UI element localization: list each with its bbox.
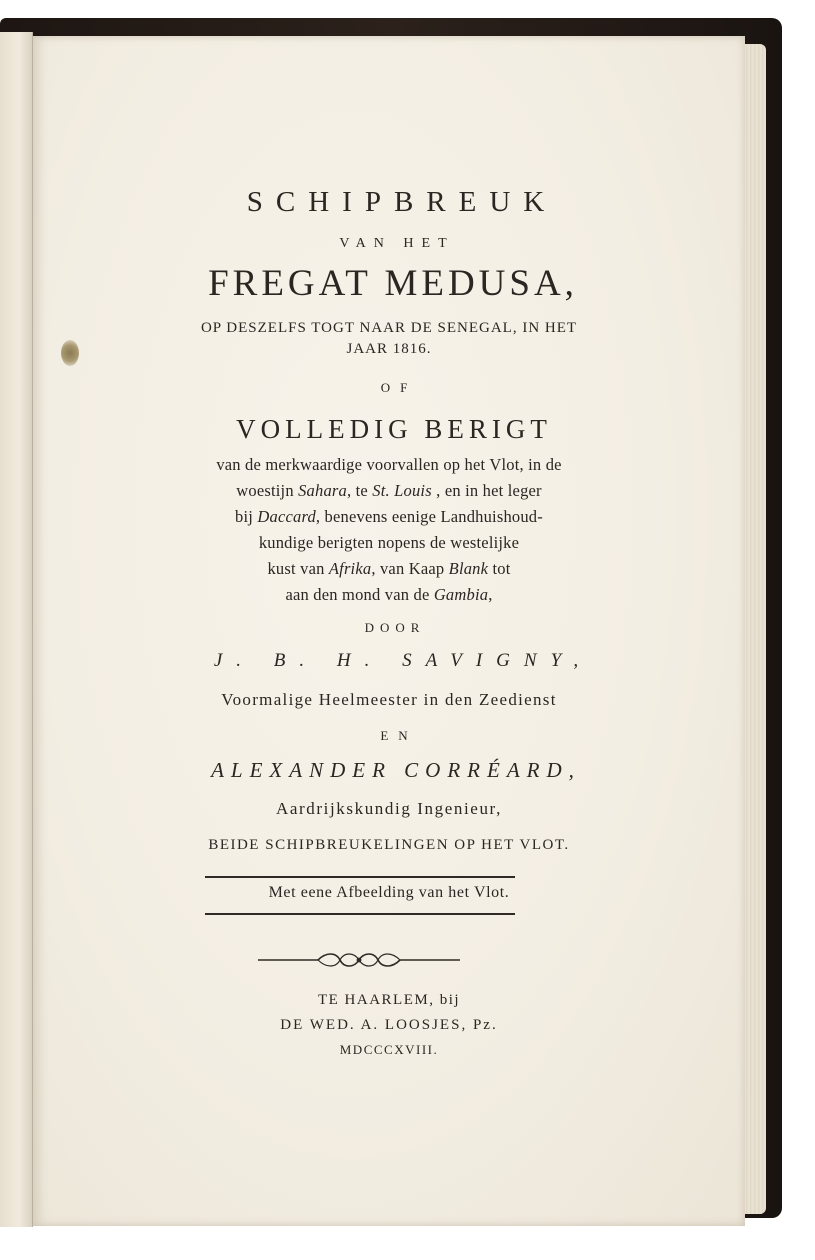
imprint-place: TE HAARLEM, bij [317, 992, 461, 1008]
imprint-year: MDCCCXVIII. [339, 1042, 439, 1057]
author-2-name: ALEXANDER CORRÉARD, [211, 758, 581, 782]
voyage-line-1: OP DESZELFS TOGT NAAR DE SENEGAL, IN HET [200, 320, 578, 336]
description-line-4: kundige berigten nopens de westelijke [258, 533, 520, 552]
facing-page-edge [0, 32, 33, 1227]
of-word: OF [380, 380, 418, 395]
description-line-3: bij Daccard, benevens eenige Landhuishoud- [235, 507, 543, 526]
voyage-line-2: JAAR 1816. [346, 341, 432, 357]
subtitle-van-het: VAN HET [339, 236, 455, 251]
door-word: DOOR [364, 620, 426, 635]
description-line-2: woestijn Sahara, te St. Louis , en in het leger [236, 481, 542, 500]
rule-above-note [205, 876, 515, 878]
rule-below-note [205, 913, 515, 915]
description-line-1: van de merkwaardige voorvallen op het Vlot, in de [216, 455, 562, 474]
ornament-divider [256, 948, 462, 972]
author-2-role: Aardrijkskundig Ingenieur, [276, 799, 502, 818]
illustration-note: Met eene Afbeelding van het Vlot. [268, 884, 510, 901]
description-line-5: kust van Afrika, van Kaap Blank tot [267, 559, 511, 578]
en-word: EN [380, 728, 418, 743]
second-title: VOLLEDIG BERIGT [236, 414, 552, 444]
title-schipbreuk: SCHIPBREUK [246, 186, 558, 218]
imprint-publisher: DE WED. A. LOOSJES, Pz. [280, 1017, 498, 1033]
description-line-6: aan den mond van de Gambia, [285, 585, 493, 604]
both-castaways-line: BEIDE SCHIPBREUKELINGEN OP HET VLOT. [208, 837, 570, 853]
author-1-role: Voormalige Heelmeester in den Zeedienst [221, 690, 557, 709]
main-title: FREGAT MEDUSA, [208, 263, 578, 304]
author-1-name: J. B. H. SAVIGNY, [213, 650, 593, 671]
